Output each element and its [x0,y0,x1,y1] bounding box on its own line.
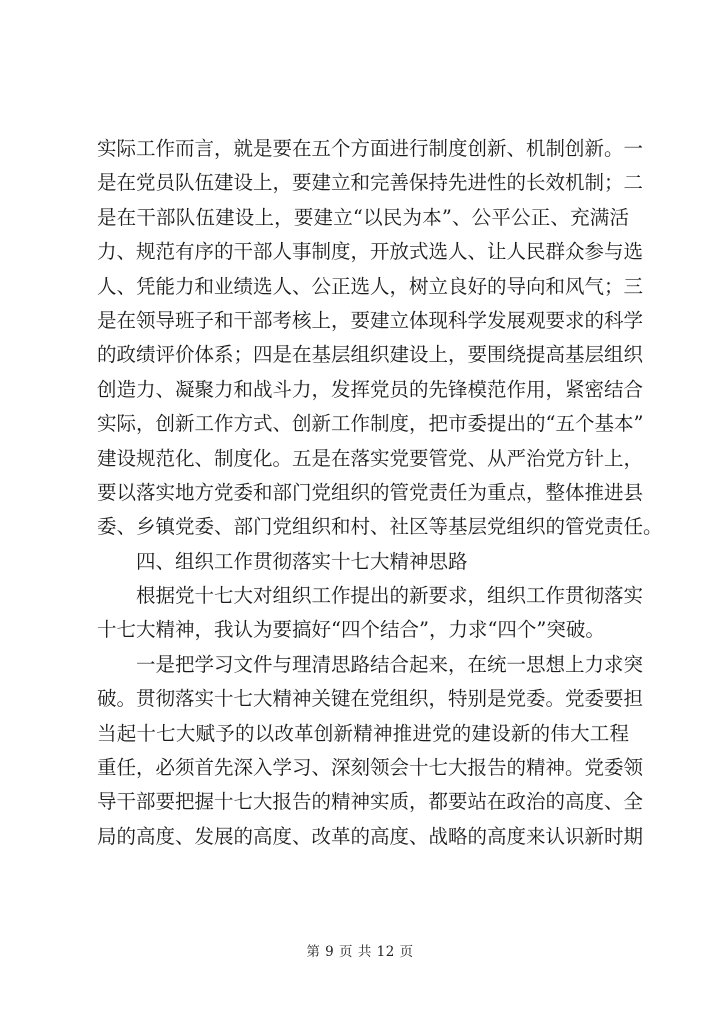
text-line: 重任，必须首先深入学习、深刻领会十七大报告的精神。党委领 [97,756,644,780]
text-line: 的政绩评价体系；四是在基层组织建设上，要围绕提高基层组织 [97,343,644,367]
text-line: 一是把学习文件与理清思路结合起来，在统一思想上力求突 [136,652,644,676]
text-line: 是在党员队伍建设上，要建立和完善保持先进性的长效机制；二 [97,171,644,195]
text-line: 十七大精神，我认为要搞好“四个结合”，力求“四个”突破。 [97,618,605,642]
section-heading: 四、组织工作贯彻落实十七大精神思路 [136,549,468,573]
text-line: 人、凭能力和业绩选人、公正选人，树立良好的导向和风气；三 [97,274,644,298]
text-line: 力、规范有序的干部人事制度，开放式选人、让人民群众参与选 [97,240,644,264]
page-number-footer: 第 9 页 共 12 页 [306,944,414,960]
text-line: 当起十七大赋予的以改革创新精神推进党的建设新的伟大工程 [97,721,629,745]
text-line: 破。贯彻落实十七大精神关键在党组织，特别是党委。党委要担 [97,687,644,711]
text-line: 创造力、凝聚力和战斗力，发挥党员的先锋模范作用，紧密结合 [97,377,644,401]
text-line: 根据党十七大对组织工作提出的新要求，组织工作贯彻落实 [136,584,644,608]
text-line: 委、乡镇党委、部门党组织和村、社区等基层党组织的管党责任。 [97,515,663,539]
body-text [97,132,663,854]
text-line: 是在干部队伍建设上，要建立“以民为本”、公平公正、充满活 [97,205,629,229]
text-line: 建设规范化、制度化。五是在落实党要管党、从严治党方针上， [97,446,644,470]
text-line: 是在领导班子和干部考核上，要建立体现科学发展观要求的科学 [97,308,644,332]
text-line: 要以落实地方党委和部门党组织的管党责任为重点，整体推进县 [97,480,644,504]
text-line: 导干部要把握十七大报告的精神实质，都要站在政治的高度、全 [97,790,644,814]
text-line: 局的高度、发展的高度、改革的高度、战略的高度来认识新时期 [97,824,644,848]
text-line: 实际工作而言，就是要在五个方面进行制度创新、机制创新。一 [97,137,644,160]
text-line: 实际，创新工作方式、创新工作制度，把市委提出的“五个基本” [97,412,644,436]
